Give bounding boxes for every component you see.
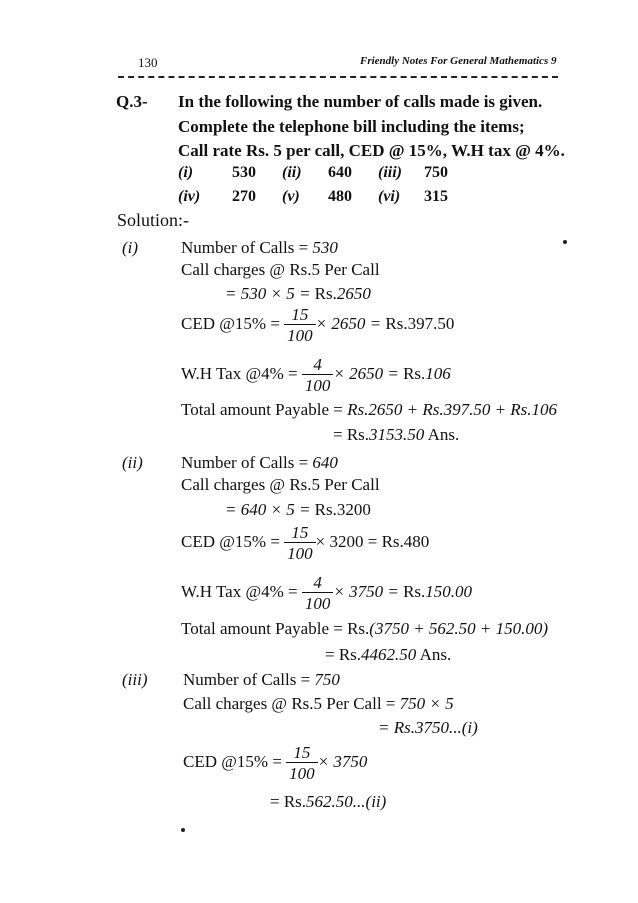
book-title: Friendly Notes For General Mathematics 9 [360, 55, 557, 67]
charges-line-iii: Call charges @ Rs.5 Per Call = 750 × 5 [183, 694, 454, 713]
part-label-i: (i) [122, 238, 139, 257]
page-number: 130 [138, 55, 158, 70]
part-label-ii: (ii) [122, 453, 143, 472]
final-line-i: = Rs.3153.50 Ans. [333, 425, 460, 444]
item-label-vi: (vi) [378, 188, 401, 205]
ced-line-iii: CED @15% = $\frac{15}{100}$ × 3750 [183, 743, 368, 783]
final-line-ii: = Rs.4462.50 Ans. [325, 645, 452, 664]
total-line-i: Total amount Payable = Rs.2650 + Rs.397.50 + Rs.106 [181, 400, 558, 419]
charges-eq-ii: = 640 × 5 = Rs.3200 [225, 500, 371, 519]
question-line-2: Complete the telephone bill including the items; [178, 117, 525, 136]
ced-line-ii: CED @15% = $\frac{15}{100}$ × 3200 = Rs.480 [181, 523, 430, 563]
item-value-v: 480 [328, 188, 352, 205]
wht-line-ii: W.H Tax @4% = $\frac{4}{100}$ × 3750 = Rs.150.00 [181, 573, 473, 613]
ced-result-iii: = Rs.562.50...(ii) [270, 792, 387, 811]
item-label-iv: (iv) [178, 188, 201, 205]
item-label-v: (v) [282, 188, 300, 205]
item-value-ii: 640 [328, 164, 352, 181]
calls-line-i: Number of Calls = 530 [181, 238, 338, 257]
item-label-i: (i) [178, 164, 194, 181]
item-value-vi: 315 [424, 188, 448, 205]
charges-eq-i: = 530 × 5 = Rs.2650 [225, 284, 371, 303]
ced-line-i: CED @15% = $\frac{15}{100}$ × 2650 = Rs.397.50 [181, 305, 455, 345]
total-line-ii: Total amount Payable = Rs.(3750 + 562.50 + 150.00) [181, 619, 549, 638]
item-value-iv: 270 [232, 188, 256, 205]
item-label-ii: (ii) [282, 164, 302, 181]
header-divider [118, 76, 558, 78]
charges-heading-ii: Call charges @ Rs.5 Per Call [181, 475, 380, 494]
calls-line-ii: Number of Calls = 640 [181, 453, 338, 472]
item-label-iii: (iii) [378, 164, 402, 181]
calls-line-iii: Number of Calls = 750 [183, 670, 340, 689]
solution-label: Solution:- [117, 210, 190, 230]
question-number: Q.3- [116, 92, 148, 111]
scan-speck [181, 828, 185, 832]
part-label-iii: (iii) [122, 670, 148, 689]
charges-heading-i: Call charges @ Rs.5 Per Call [181, 260, 380, 279]
question-line-3: Call rate Rs. 5 per call, CED @ 15%, W.H tax @ 4%. [178, 141, 565, 160]
question-line-1: In the following the number of calls made is given. [178, 92, 543, 111]
item-value-i: 530 [232, 164, 256, 181]
wht-line-i: W.H Tax @4% = $\frac{4}{100}$ × 2650 = Rs.106 [181, 355, 451, 395]
scan-speck [563, 240, 567, 244]
charges-result-iii: = Rs.3750...(i) [378, 718, 478, 737]
item-value-iii: 750 [424, 164, 448, 181]
